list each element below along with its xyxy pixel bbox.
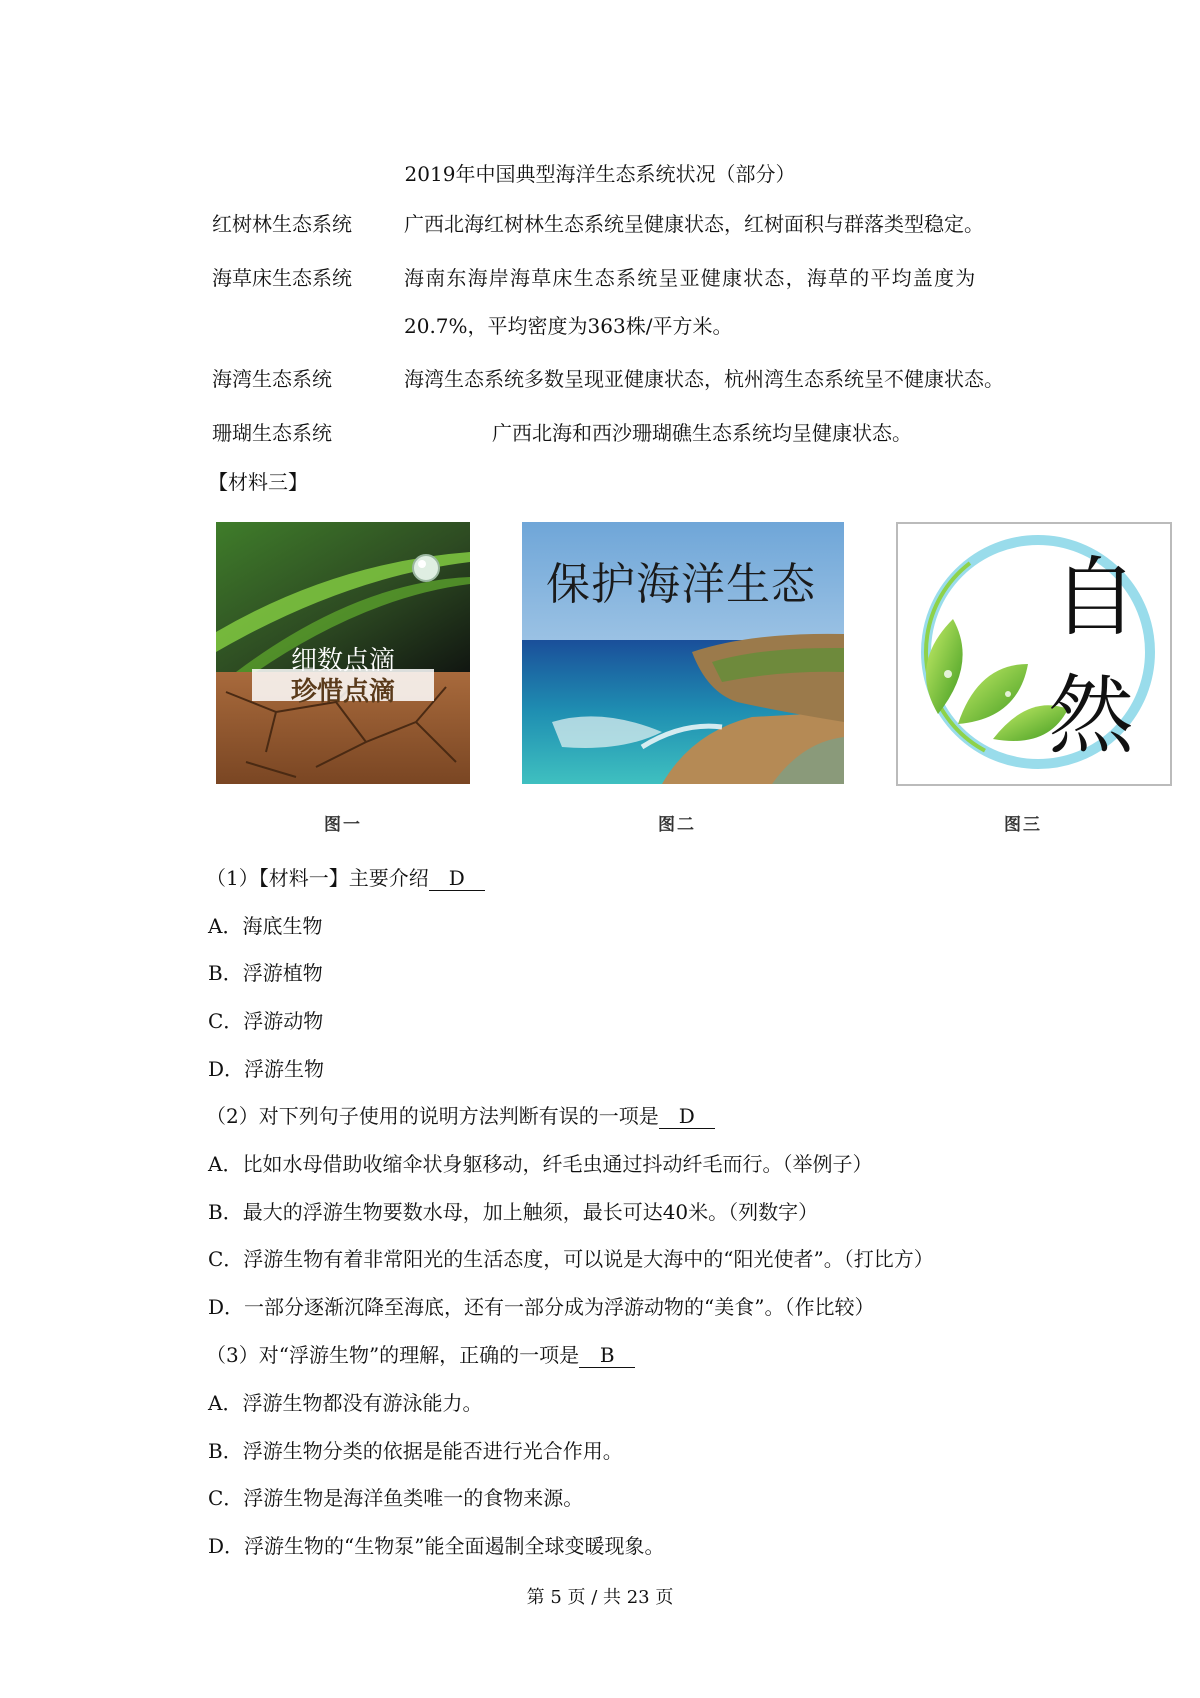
- figure-2-caption: 图二: [658, 815, 696, 835]
- question-1-answer: D: [429, 867, 485, 891]
- question-3-option-c: C．浮游生物是海洋鱼类唯一的食物来源。: [208, 1486, 584, 1510]
- row-name-bay: 海湾生态系统: [212, 367, 332, 391]
- question-3-stem: （3）对“浮游生物”的理解，正确的一项是: [206, 1343, 580, 1367]
- figure-3-image: [896, 522, 1172, 786]
- question-1-option-c: C．浮游动物: [208, 1009, 324, 1033]
- figure-1-image: [216, 522, 470, 784]
- figure-2-image: [522, 522, 844, 784]
- figure-3-caption: 图三: [1004, 815, 1042, 835]
- question-1-option-b: B．浮游植物: [208, 961, 323, 985]
- row-name-coral: 珊瑚生态系统: [212, 421, 332, 445]
- figure-3-text-line2: 然: [1048, 666, 1134, 766]
- row-name-mangrove: 红树林生态系统: [212, 212, 352, 236]
- figure-2-text: 保护海洋生态: [546, 559, 816, 610]
- question-1-stem-line: [206, 862, 485, 891]
- table-title: 2019年中国典型海洋生态系统状况（部分）: [404, 162, 796, 186]
- question-2-option-c: C．浮游生物有着非常阳光的生活态度，可以说是大海中的“阳光使者”。（打比方）: [208, 1247, 934, 1271]
- question-2-stem-line: [206, 1100, 715, 1129]
- question-3-option-a: A．浮游生物都没有游泳能力。: [208, 1391, 483, 1415]
- row-desc-bay: 海湾生态系统多数呈现亚健康状态，杭州湾生态系统呈不健康状态。: [404, 367, 1004, 391]
- question-1-stem: （1）【材料一】主要介绍: [206, 866, 429, 890]
- row-desc-mangrove: 广西北海红树林生态系统呈健康状态，红树面积与群落类型稳定。: [404, 212, 984, 236]
- page-footer: 第 5 页 / 共 23 页: [526, 1587, 674, 1608]
- figure-1-text-line2: 珍惜点滴: [290, 677, 395, 707]
- question-2-option-d: D．一部分逐渐沉降至海底，还有一部分成为浮游动物的“美食”。（作比较）: [208, 1295, 875, 1319]
- figure-1-text-line1: 细数点滴: [290, 646, 395, 676]
- figure-1-caption: 图一: [324, 815, 362, 835]
- question-3-option-b: B．浮游生物分类的依据是能否进行光合作用。: [208, 1439, 623, 1463]
- question-2-stem: （2）对下列句子使用的说明方法判断有误的一项是: [206, 1104, 659, 1128]
- material3-heading: 【材料三】: [208, 470, 308, 494]
- question-3-option-d: D．浮游生物的“生物泵”能全面遏制全球变暖现象。: [208, 1534, 665, 1558]
- question-3-stem-line: [206, 1339, 635, 1368]
- question-3-answer: B: [579, 1344, 635, 1368]
- row-desc-seagrass: 海南东海岸海草床生态系统呈亚健康状态，海草的平均盖度为: [404, 266, 977, 290]
- row-desc-coral: 广西北海和西沙珊瑚礁生态系统均呈健康状态。: [492, 421, 912, 445]
- question-1-option-a: A．海底生物: [208, 914, 323, 938]
- question-1-option-d: D．浮游生物: [208, 1057, 325, 1081]
- question-2-answer: D: [659, 1105, 715, 1129]
- row-desc-seagrass-cont: 20.7%，平均密度为363株/平方米。: [404, 314, 733, 338]
- row-name-seagrass: 海草床生态系统: [212, 266, 352, 290]
- question-2-option-a: A．比如水母借助收缩伞状身躯移动，纤毛虫通过抖动纤毛而行。（举例子）: [208, 1152, 873, 1176]
- figure-3-text-line1: 自: [1052, 548, 1138, 648]
- question-2-option-b: B．最大的浮游生物要数水母，加上触须，最长可达40米。（列数字）: [208, 1200, 819, 1224]
